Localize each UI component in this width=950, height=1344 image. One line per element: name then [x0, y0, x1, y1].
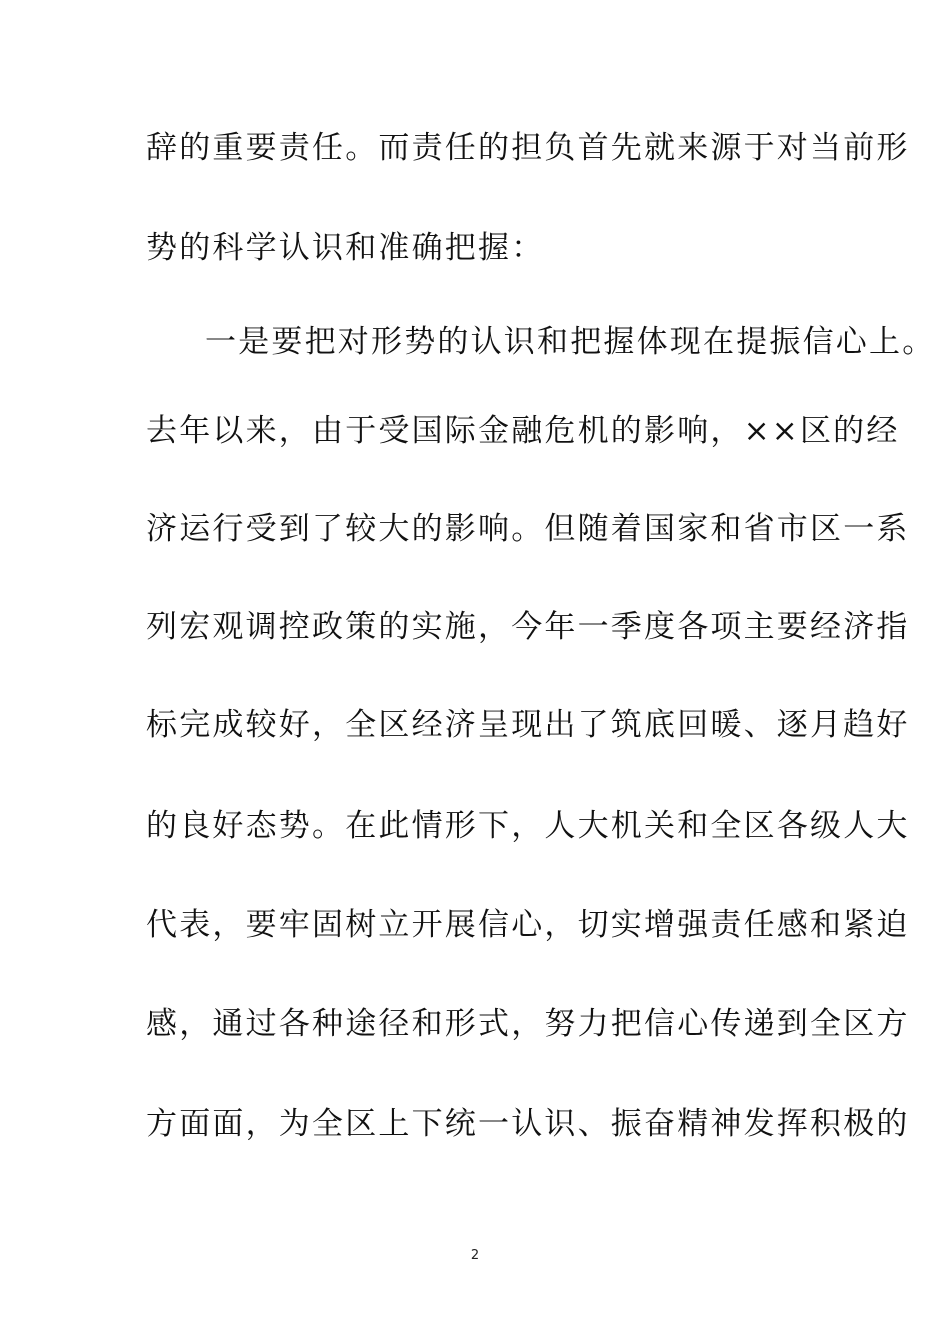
page-number: 2 [470, 1248, 480, 1263]
text-line: 感，通过各种途径和形式，努力把信心传递到全区方 [146, 1006, 910, 1042]
text-line: 列宏观调控政策的实施，今年一季度各项主要经济指 [146, 609, 910, 645]
text-line: 势的科学认识和准确把握： [146, 230, 545, 266]
text-line: 济运行受到了较大的影响。但随着国家和省市区一系 [146, 511, 910, 547]
text-line: 方面面，为全区上下统一认识、振奋精神发挥积极的 [146, 1106, 910, 1142]
text-line: 的良好态势。在此情形下，人大机关和全区各级人大 [146, 808, 910, 844]
text-line: 标完成较好，全区经济呈现出了筑底回暖、逐月趋好 [146, 707, 910, 743]
text-line: 代表，要牢固树立开展信心，切实增强责任感和紧迫 [146, 907, 910, 943]
text-line: 去年以来，由于受国际金融危机的影响，××区的经 [146, 413, 900, 449]
text-line: 辞的重要责任。而责任的担负首先就来源于对当前形 [146, 130, 910, 166]
paragraph-first-line: 一是要把对形势的认识和把握体现在提振信心上。 [205, 324, 936, 360]
